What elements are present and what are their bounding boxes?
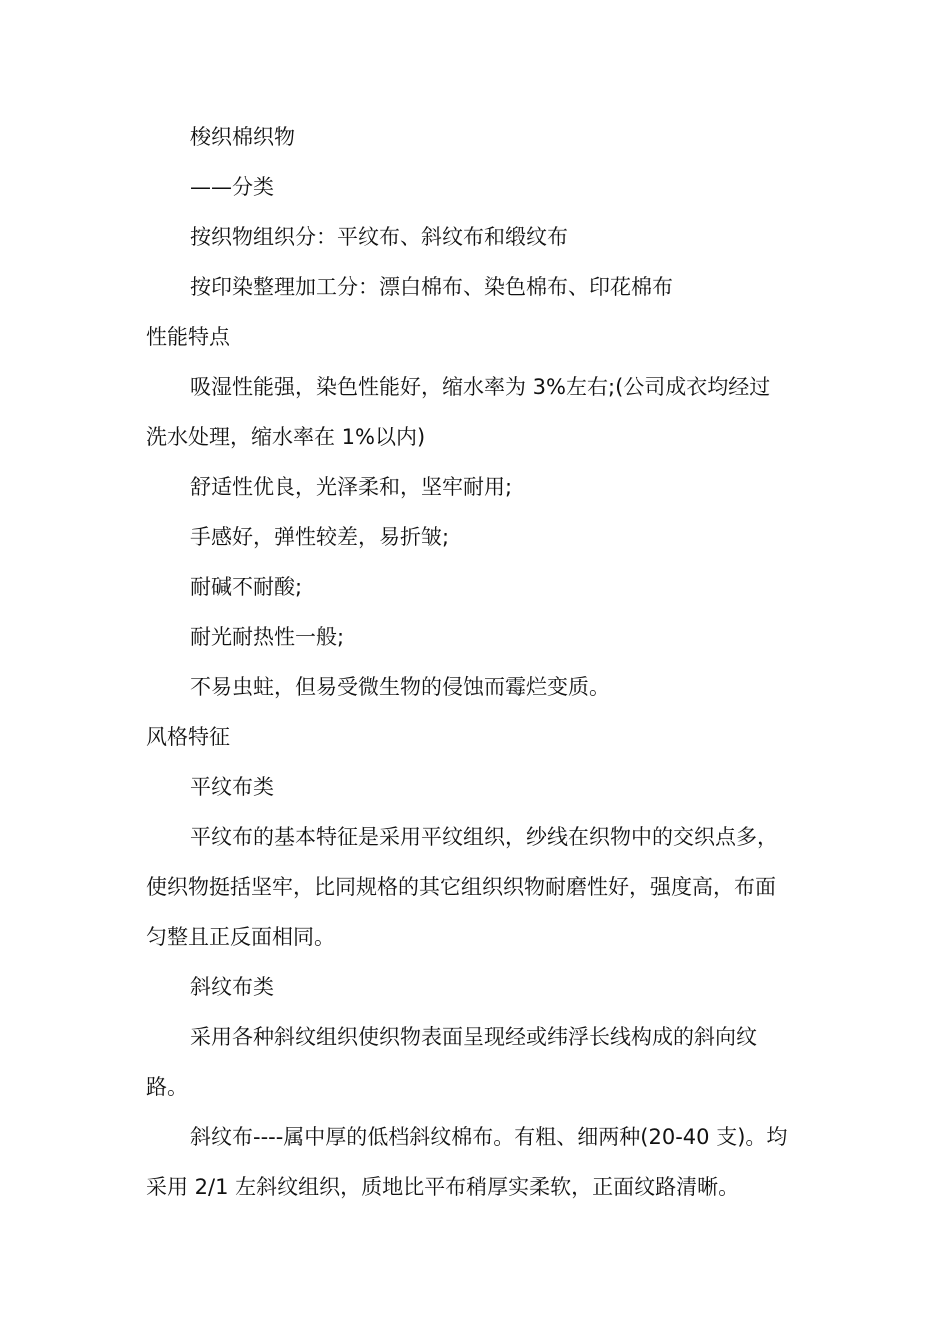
paragraph-line: 舒适性优良，光泽柔和，坚牢耐用; xyxy=(190,475,513,499)
paragraph-line: 平纹布的基本特征是采用平纹组织，纱线在织物中的交织点多， xyxy=(190,825,778,849)
classification-item: 按印染整理加工分：漂白棉布、染色棉布、印花棉布 xyxy=(190,275,673,299)
paragraph-line: 洗水处理，缩水率在 1%以内) xyxy=(146,425,426,449)
paragraph-line: 采用 2/1 左斜纹组织，质地比平布稍厚实柔软，正面纹路清晰。 xyxy=(146,1175,740,1199)
classification-item: 按织物组织分：平纹布、斜纹布和缎纹布 xyxy=(190,225,568,249)
section-heading-style: 风格特征 xyxy=(146,725,230,749)
paragraph-line: 吸湿性能强，染色性能好，缩水率为 3%左右;(公司成衣均经过 xyxy=(190,375,771,399)
paragraph-line: 手感好，弹性较差，易折皱; xyxy=(190,525,450,549)
paragraph-line: 斜纹布----属中厚的低档斜纹棉布。有粗、细两种(20-40 支)。均 xyxy=(190,1125,788,1149)
paragraph-line: 匀整且正反面相同。 xyxy=(146,925,335,949)
paragraph-line: 不易虫蛀，但易受微生物的侵蚀而霉烂变质。 xyxy=(190,675,610,699)
section-heading-performance: 性能特点 xyxy=(146,325,230,349)
paragraph-line: 耐碱不耐酸; xyxy=(190,575,303,599)
paragraph-line: 耐光耐热性一般; xyxy=(190,625,345,649)
subheading-plain: 平纹布类 xyxy=(190,775,274,799)
section-heading-classification: ——分类 xyxy=(190,175,274,199)
paragraph-line: 使织物挺括坚牢，比同规格的其它组织织物耐磨性好，强度高，布面 xyxy=(146,875,776,899)
paragraph-line: 路。 xyxy=(146,1075,188,1099)
paragraph-line: 采用各种斜纹组织使织物表面呈现经或纬浮长线构成的斜向纹 xyxy=(190,1025,757,1049)
subheading-twill: 斜纹布类 xyxy=(190,975,274,999)
document-title: 梭织棉织物 xyxy=(190,125,295,149)
